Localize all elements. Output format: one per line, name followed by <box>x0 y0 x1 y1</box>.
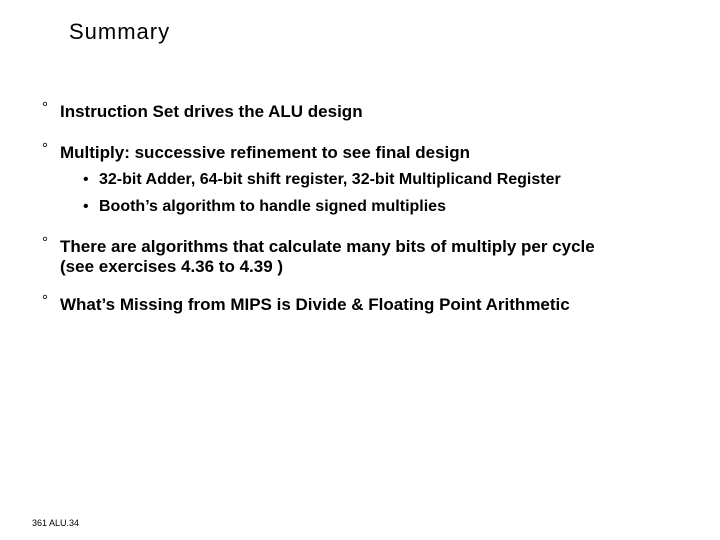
bullet-text: What’s Missing from MIPS is Divide & Floating Point Arithmetic <box>60 295 570 314</box>
bullet-marker: ° <box>42 292 48 309</box>
bullet-text: Instruction Set drives the ALU design <box>60 102 363 121</box>
bullet-text-continuation: (see exercises 4.36 to 4.39 ) <box>60 257 284 276</box>
sub-bullet-text: Booth’s algorithm to handle signed multiplies <box>99 198 446 215</box>
sub-bullet-marker: • <box>83 198 89 215</box>
bullet-marker: ° <box>42 99 48 116</box>
sub-bullet-marker: • <box>83 171 89 188</box>
bullet-text: There are algorithms that calculate many bits of multiply per cycle <box>60 237 595 256</box>
slide-footer: 361 ALU.34 <box>32 518 80 528</box>
bullet-text: Multiply: successive refinement to see final design <box>60 143 471 162</box>
slide-title: Summary <box>69 19 171 44</box>
bullet-marker: ° <box>42 140 48 157</box>
bullet-marker: ° <box>42 234 48 251</box>
sub-bullet-text: 32-bit Adder, 64-bit shift register, 32-bit Multiplicand Register <box>99 171 561 188</box>
